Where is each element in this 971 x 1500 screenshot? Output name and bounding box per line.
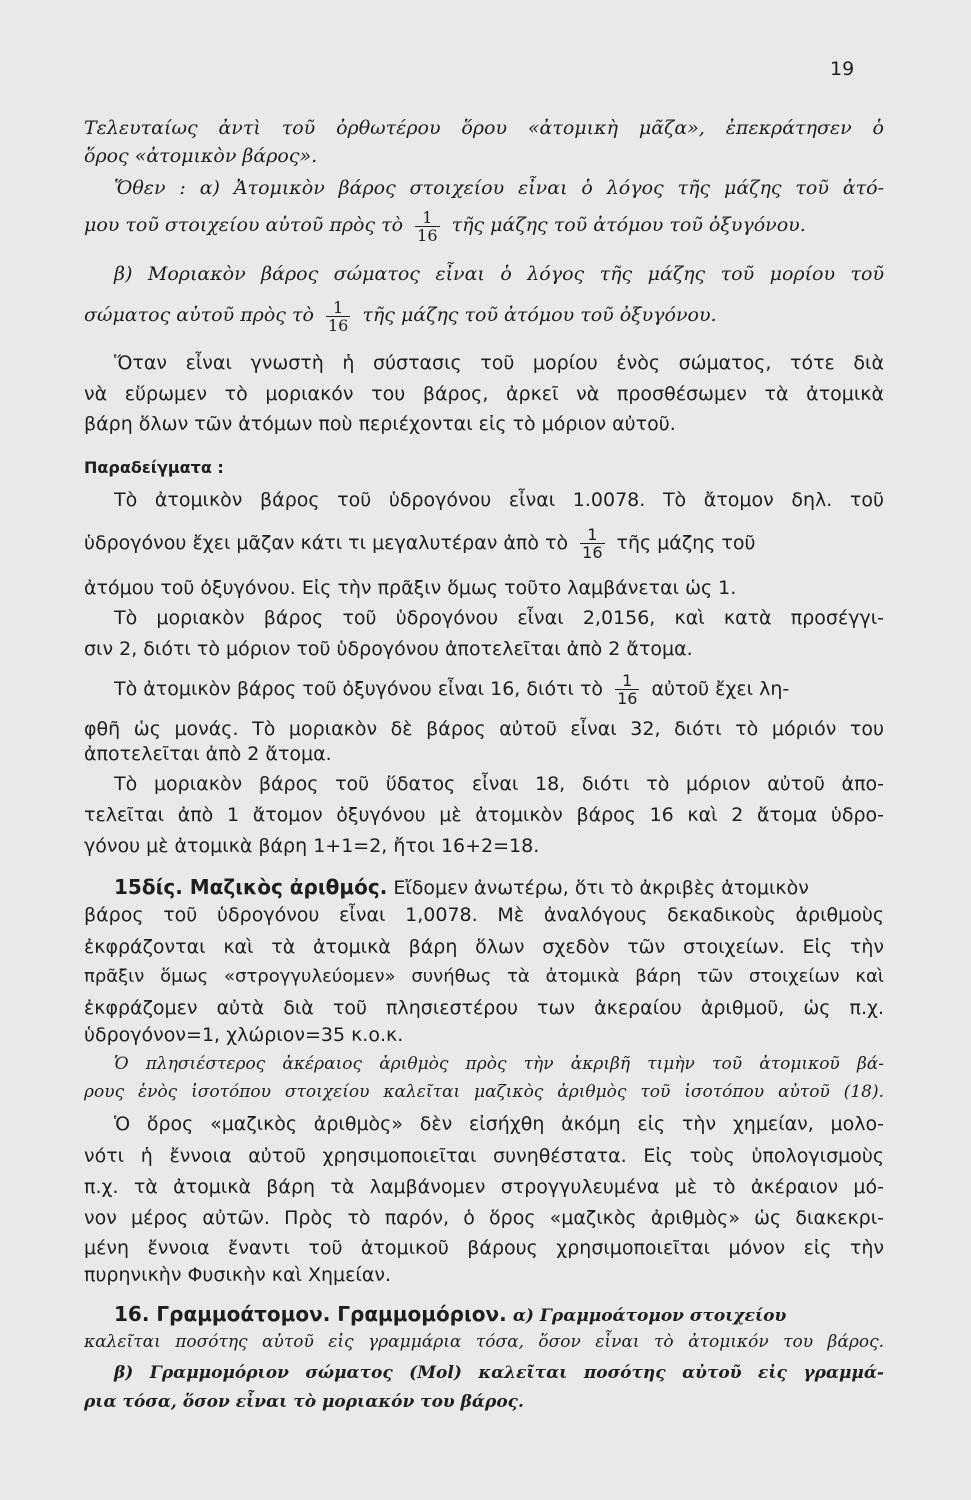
text-segment: ὑδρογόνου ἔχει μᾶζαν κάτι τι μεγαλυτέραν ἀπὸ τὸ xyxy=(84,532,569,554)
fraction-1-16 xyxy=(615,672,639,707)
definition-line: Ὁ πλησιέστερος ἀκέραιος ἀριθμὸς πρὸς τὴν ἀκριβῆ τιμὴν τοῦ ἀτομικοῦ βά- xyxy=(114,1054,884,1074)
page-number: 19 xyxy=(830,58,855,80)
text-line-with-fraction xyxy=(84,519,884,571)
text-line: π.χ. τὰ ἀτομικὰ βάρη τὰ λαμβάνομεν στρογγυλευμένα μὲ τὸ ἀκέραιον μό- xyxy=(84,1176,884,1198)
text-line: πρᾶξιν ὅμως «στρογγυλεύομεν» συνήθως τὰ ἀτομικὰ βάρη τῶν στοιχείων καὶ xyxy=(84,966,884,987)
text-segment: Τὸ ἀτομικὸν βάρος τοῦ ὀξυγόνου εἶναι 16, διότι τὸ xyxy=(114,678,604,700)
fraction-numerator: 1 xyxy=(333,297,344,317)
text-line: Τελευταίως ἀντὶ τοῦ ὀρθωτέρου ὅρου «ἀτομικὴ μᾶζα», ἐπεκράτησεν ὁ xyxy=(84,117,884,139)
text-line-with-fraction xyxy=(84,665,884,717)
fraction-denominator: 16 xyxy=(582,543,603,562)
fraction-denominator: 16 xyxy=(417,225,438,245)
fraction-denominator: 16 xyxy=(327,315,349,335)
text-line: φθῆ ὡς μονάς. Τὸ μοριακὸν δὲ βάρος αὐτοῦ εἶναι 32, διότι τὸ μόριόν του xyxy=(84,718,884,740)
text-line: ἐκφράζομεν αὐτὰ διὰ τοῦ πλησιεστέρου των ἀκεραίου ἀριθμοῦ, ὡς π.χ. xyxy=(84,997,884,1019)
definition-line: β) Γραμμομόριον σώματος (Mol) καλεῖται ποσότης αὐτοῦ εἰς γραμμά- xyxy=(114,1363,884,1383)
text-line: μένη ἔννοια ἔναντι τοῦ ἀτομικοῦ βάρους χρησιμοποιεῖται μόνον εἰς τὴν xyxy=(84,1237,884,1259)
section-16-line xyxy=(84,1302,884,1328)
text-line: τελεῖται ἀπὸ 1 ἄτομον ὀξυγόνου μὲ ἀτομικὸν βάρος 16 καὶ 2 ἄτομα ὑδρο- xyxy=(84,804,884,826)
text-line: ἀτόμου τοῦ ὀξυγόνου. Εἰς τὴν πρᾶξιν ὅμως τοῦτο λαμβάνεται ὡς 1. xyxy=(84,577,737,599)
text-line: βάρη ὅλων τῶν ἀτόμων ποὺ περιέχονται εἰς τὸ μόριον αὐτοῦ. xyxy=(84,413,676,435)
text-line: βάρος τοῦ ὑδρογόνου εἶναι 1,0078. Μὲ ἀναλόγους δεκαδικοὺς ἀριθμοὺς xyxy=(84,904,884,926)
text-segment: σώματος αὐτοῦ πρὸς τὸ xyxy=(84,304,314,326)
text-line-with-fraction xyxy=(84,291,884,343)
fraction-1-16 xyxy=(580,526,604,561)
text-line: ὑδρογόνον=1, χλώριον=35 κ.ο.κ. xyxy=(84,1024,404,1046)
section-heading: 15δίς. Μαζικὸς ἀριθμός. xyxy=(114,875,388,899)
text-segment: τῆς μάζης τοῦ ἀτόμου τοῦ ὀξυγόνου. xyxy=(362,304,717,326)
section-heading: 16. Γραμμοάτομον. Γραμμομόριον. xyxy=(114,1302,507,1326)
examples-heading: Παραδείγματα : xyxy=(84,458,224,477)
text-line: νότι ἡ ἔννοια αὐτοῦ χρησιμοποιεῖται συνηθέστατα. Εἰς τοὺς ὑπολογισμοὺς xyxy=(84,1145,884,1167)
text-line-with-fraction xyxy=(84,201,884,253)
text-line: Τὸ μοριακὸν βάρος τοῦ ὑδρογόνου εἶναι 2,0156, καὶ κατὰ προσέγγι- xyxy=(114,607,884,629)
text-line: ὅρος «ἀτομικὸν βάρος». xyxy=(84,145,318,167)
text-line: νὰ εὕρωμεν τὸ μοριακόν του βάρος, ἀρκεῖ νὰ προσθέσωμεν τὰ ἀτομικὰ xyxy=(84,383,884,405)
definition-line: καλεῖται ποσότης αὐτοῦ εἰς γραμμάρια τόσα, ὅσον εἶναι τὸ ἀτομικόν του βάρος. xyxy=(84,1332,884,1352)
text-line: Ὁ ὅρος «μαζικὸς ἀριθμὸς» δὲν εἰσήχθη ἀκόμη εἰς τὴν χημείαν, μολο- xyxy=(114,1113,884,1135)
text-segment: μου τοῦ στοιχείου αὐτοῦ πρὸς τὸ xyxy=(84,214,404,236)
text-line: Τὸ ἀτομικὸν βάρος τοῦ ὑδρογόνου εἶναι 1.0078. Τὸ ἄτομον δηλ. τοῦ xyxy=(114,489,884,511)
text-line: πυρηνικὴν Φυσικὴν καὶ Χημείαν. xyxy=(84,1264,391,1286)
text-line: β) Μοριακὸν βάρος σώματος εἶναι ὁ λόγος τῆς μάζης τοῦ μορίου τοῦ xyxy=(114,263,884,285)
definition-segment: α) Γραμμοάτομον στοιχείου xyxy=(512,1306,787,1326)
text-segment: τῆς μάζης τοῦ xyxy=(616,532,756,554)
definition-line: ρους ἑνὸς ἰσοτόπου στοιχείου καλεῖται μαζικὸς ἀριθμὸς τοῦ ἰσοτόπου αὐτοῦ (18). xyxy=(84,1082,884,1102)
fraction-numerator: 1 xyxy=(422,207,433,227)
text-line: Ὅταν εἶναι γνωστὴ ἡ σύστασις τοῦ μορίου ἑνὸς σώματος, τότε διὰ xyxy=(114,352,884,374)
fraction-numerator: 1 xyxy=(587,525,598,544)
text-line: γόνου μὲ ἀτομικὰ βάρη 1+1=2, ἤτοι 16+2=18. xyxy=(84,835,540,857)
definition-line: ρια τόσα, ὅσον εἶναι τὸ μοριακόν του βάρος. xyxy=(84,1392,524,1412)
section-15b-line xyxy=(84,875,884,901)
text-line: ἀποτελεῖται ἀπὸ 2 ἄτομα. xyxy=(84,743,332,765)
text-segment: Εἴδομεν ἀνωτέρω, ὅτι τὸ ἀκριβὲς ἀτομικὸν xyxy=(393,877,809,899)
fraction-1-16 xyxy=(415,209,439,244)
text-line: Ὅθεν : α) Ἀτομικὸν βάρος στοιχείου εἶναι ὁ λόγος τῆς μάζης τοῦ ἀτό- xyxy=(114,177,884,199)
text-line: ἐκφράζονται καὶ τὰ ἀτομικὰ βάρη ὅλων σχεδὸν τῶν στοιχείων. Εἰς τὴν xyxy=(84,936,884,958)
fraction-numerator: 1 xyxy=(622,671,633,690)
fraction-denominator: 16 xyxy=(617,689,638,708)
text-line: Τὸ μοριακὸν βάρος τοῦ ὕδατος εἶναι 18, διότι τὸ μόριον αὐτοῦ ἀπο- xyxy=(114,773,884,795)
fraction-1-16 xyxy=(326,299,350,334)
text-line: νον μέρος αὐτῶν. Πρὸς τὸ παρόν, ὁ ὅρος «μαζικὸς ἀριθμὸς» ὡς διακεκρι- xyxy=(84,1207,884,1229)
text-segment: τῆς μάζης τοῦ ἀτόμου τοῦ ὀξυγόνου. xyxy=(451,214,806,236)
text-segment: αὐτοῦ ἔχει λη- xyxy=(651,678,790,700)
text-line: σιν 2, διότι τὸ μόριον τοῦ ὑδρογόνου ἀποτελεῖται ἀπὸ 2 ἄτομα. xyxy=(84,638,693,660)
